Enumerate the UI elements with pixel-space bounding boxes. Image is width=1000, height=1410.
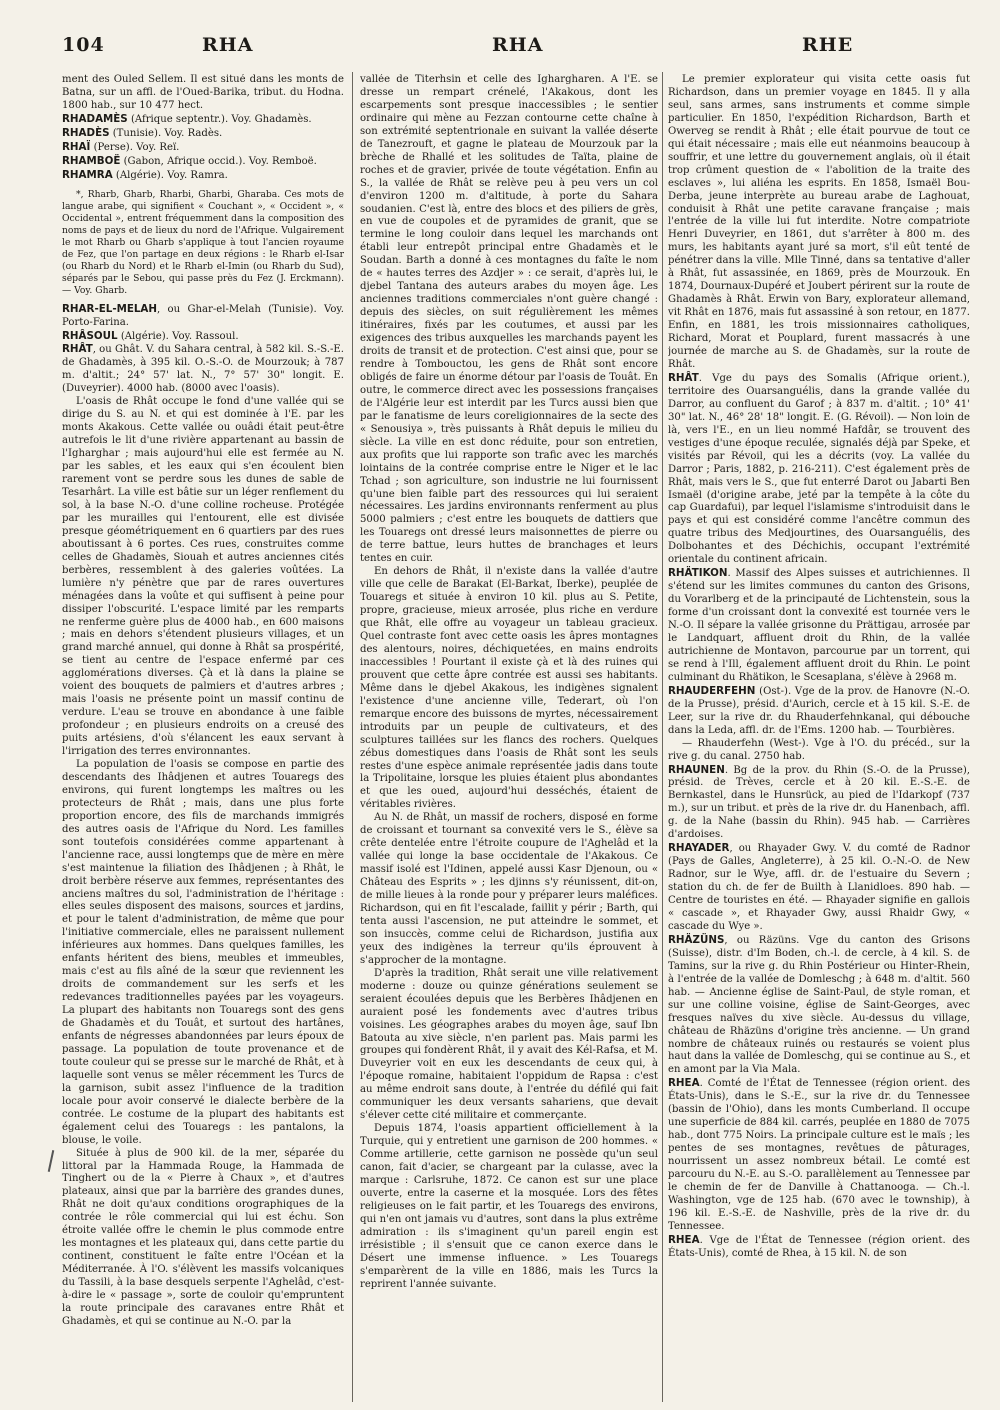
column-rule xyxy=(662,72,663,1402)
entry-headword: RHÄZÜNS xyxy=(668,933,725,946)
dictionary-entry xyxy=(62,141,344,155)
dictionary-entry xyxy=(668,842,970,934)
entry-headword: RHAUDERFEHN xyxy=(668,684,756,697)
entry-text: Située à plus de 900 kil. de la mer, séparée du littoral par la Hammada Rouge, la Hammada de Tinghert ou de la « Pierre à Chaux », et d'autres plateaux, ainsi que par la barrière des grandes dunes, Rhât ne doit qu'aux conditions orographiques de la contrée le rôle commercial qui lui est échu. Son étroite vallée offre le chemin le plus commode entre les montagnes et les plateaux qui, dans cette partie du continent, constituent le faîte entre l'Océan et la Méditerranée. À l'O. s'élèvent les massifs volcaniques du Tassili, à la base desquels serpente l'Aghelâd, c'est-à-dire le « passage », sorte de couloir qu'empruntent la route principale des caravanes entre Rhât et Ghadamès, et qui se continue au N.-O. par la xyxy=(62,1147,344,1327)
dictionary-entry xyxy=(62,113,344,127)
column-rule xyxy=(352,72,353,1402)
entry-headword: RHÂT xyxy=(62,343,93,356)
entry-text: (Gabon, Afrique occid.). Voy. Remboë. xyxy=(120,155,317,167)
entry-text: (Algérie). Voy. Ramra. xyxy=(112,169,228,181)
dictionary-entry xyxy=(62,155,344,169)
entry-text: La population de l'oasis se compose en partie des descendants des Ihâdjenen et autres Touaregs des environs, qui furent longtemps les maîtres ou les protecteurs de Rhât ; mais, dans une plus forte proportion encore, des fils de marchands immigrés des autres oasis de l'Afrique du Nord. Les familles sont toutefois considérées comme appartenant à l'ancienne race, aussi longtemps que de mère en mère s'est maintenue la filiation des Ihâdjenen ; à Rhât, le droit berbère réserve aux femmes, représentantes des anciens maîtres du sol, l'administration de l'héritage : elles seules disposent des maisons, sources et jardins, et pour le talent d'administration, de même que pour l'initiative commerciale, elles ne paraissent nullement inférieures aux hommes. Dans quelques familles, les enfants héritent des biens, meubles et immeubles, mais c'est au fils aîné de la sœur que reviennent les droits de commandement sur les serfs et les redevances traditionnelles payées par les voyageurs. La plupart des habitants non Touaregs sont des gens de Ghadamès et du Touât, et surtout des hartânes, enfants de négresses abandonnées par leurs époux de passage. La population de toute provenance et de toute couleur qui se presse sur le marché de Rhât, et à laquelle sont venus se mêler récemment les Turcs de la garnison, subit assez l'influence de la tradition locale pour avoir conservé le dialecte berbère de la contrée. Le costume de la plupart des habitants est également celui des Touaregs : les pantalons, la blouse, le voile. xyxy=(62,758,344,1146)
column-left xyxy=(62,74,344,1394)
entry-headword: RHAUNEN xyxy=(668,763,725,776)
body-paragraph xyxy=(360,566,658,812)
entry-text: , ou Räzüns. Vge du canton des Grisons (Suisse), distr. d'Im Boden, ch.-l. de cercle, à 4 kil. S. de Tamins, sur la rive g. du Rhin Postérieur ou Hinter-Rhein, à l'entrée de la vallée de Domleschg ; à 648 m. d'altit. 560 hab. — Ancienne église de Saint-Paul, de style roman, et sur une colline voisine, église de Saint-Georges, avec fresques naïves du xive siècle. Au-dessus du village, château de Rhäzüns d'origine très ancienne. — Un grand nombre de châteaux ruinés ou restaurés se voient plus haut dans la vallée de Domleschg, qui se continue au S., et en amont par la Via Mala. xyxy=(668,934,970,1076)
body-paragraph xyxy=(668,738,970,764)
dictionary-entry xyxy=(668,685,970,738)
entry-text: . Vge du pays des Somalis (Afrique orient.), territoire des Ouarsanguélis, dans la grande vallée du Darror, au confluent du Garof ; à 837 m. d'altit. ; 10° 41' 30" lat. N., 46° 28' 18" longit. E. (G. Révoil). — Non loin de là, vers l'E., en un lieu nommé Hafdâr, se trouvent des vestiges d'une époque reculée, signalés déjà par Speke, et visités par Révoil, qui les a décrits (voy. La vallée du Darror ; Paris, 1882, p. 216-211). C'est également près de Rhât, mais vers le S., que fut enterré Darot ou Jabarti Ben Ismaël (d'origine arabe, jeté par la tempête à la côte du cap Guardafui), par lequel l'islamisme s'introduisit dans le pays et qui est considéré comme l'ancêtre commun des quatre tribus des Medjourtines, des Ouarsanguélis, des Dolbohantes et des Déchichis, occupant l'extrémité orientale du continent africain. xyxy=(668,372,970,566)
entry-headword: RHAMBOË xyxy=(62,154,121,167)
entry-text: (Algérie). Voy. Rassoul. xyxy=(117,330,239,342)
entry-text: , ou Ghât. V. du Sahara central, à 582 kil. S.-S.-E. de Ghadamès, à 395 kil. O.-S.-O. de Mourzouk; à 787 m. d'altit.; 24° 57' lat. N., 7° 57' 30" longit. E. (Duveyrier). 4000 hab. (8000 avec l'oasis). xyxy=(62,344,344,395)
entry-text: (Afrique septentr.). Voy. Ghadamès. xyxy=(127,113,312,125)
dictionary-entry xyxy=(668,934,970,1077)
entry-text: . Vge de l'État de Tennessee (région orient. des États-Unis), comté de Rhea, à 15 kil. N. de son xyxy=(668,1234,970,1259)
entry-text: En dehors de Rhât, il n'existe dans la vallée d'autre ville que celle de Barakat (El-Barkat, Iberke), peuplée de Touaregs et située à environ 10 kil. plus au S. Petite, propre, gracieuse, mieux arrosée, plus riche en verdure que Rhât, elle offre au voyageur un tableau gracieux. Quel contraste font avec cette oasis les âpres montagnes des alentours, noires, déchiquetées, en mains endroits inaccessibles ! Pourtant il existe çà et là des ruines qui prouvent que cette âpre contrée est aussi ses habitants. Même dans le djebel Akakous, les indigènes signalent l'existence d'une ancienne ville, Tederart, où l'on remarque encore des buissons de myrtes, nécessairement introduits par un peuple de cultivateurs, et des sculptures taillées sur les flancs des rochers. Quelques zébus domestiques dans l'oasis de Rhât sont les seuls restes d'une espèce animale représentée jadis dans toute la Tripolitaine, lorsque les pluies étaient plus abondantes et que les oued, aujourd'hui desséchés, étaient de véritables rivières. xyxy=(360,566,658,811)
entry-headword: RHÂT xyxy=(668,371,699,384)
entry-headword: RHAMRA xyxy=(62,168,113,181)
entry-headword: RHEA xyxy=(668,1233,700,1246)
entry-text: — Rhauderfehn (West-). Vge à l'O. du précéd., sur la rive g. du canal. 2750 hab. xyxy=(668,737,970,762)
body-paragraph xyxy=(360,968,658,1123)
margin-pencil-mark xyxy=(48,1150,55,1172)
entry-text: ment des Ouled Sellem. Il est situé dans les monts de Batna, sur un affl. de l'Oued-Barika, tribut. du Hodna. 1800 hab., sur 10 477 hect. xyxy=(62,74,344,111)
entry-text: Au N. de Rhât, un massif de rochers, disposé en forme de croissant et tournant sa convexité vers le S., élève sa crête dentelée entre l'étroite coupure de l'Aghelâd et la vallée qui longe la base occidentale de l'Akakous. Ce massif isolé est l'Idinen, appelé aussi Kasr Djenoun, ou « Château des Esprits » ; les djinns s'y réunissent, dit-on, de mille lieues à la ronde pour y préparer leurs maléfices. Richardson, qui en fit l'escalade, faillit y périr ; Barth, qui tenta aussi l'ascension, ne put atteindre le sommet, et son insuccès, comme celui de Richardson, justifia aux yeux des indigènes la terreur qu'ils éprouvent à s'approcher de la montagne. xyxy=(360,812,658,966)
entry-text: . Bg de la prov. du Rhin (S.-O. de la Prusse), présid. de Trèves, cercle et à 20 kil. E.-S.-E. de Bernkastel, dans le Hunsrück, au pied de l'Idarkopf (737 m.), sur un tribut. et près de la rive dr. du Hanenbach, affl. g. de la Nahe (bassin du Rhin). 945 hab. — Carrières d'ardoises. xyxy=(668,764,970,841)
body-paragraph xyxy=(62,189,344,297)
entry-headword: RHÄTIKON xyxy=(668,567,728,580)
body-paragraph xyxy=(62,396,344,759)
entry-headword: RHAÏ xyxy=(62,140,91,153)
dictionary-entry xyxy=(62,330,344,344)
entry-text: D'après la tradition, Rhât serait une ville relativement moderne : douze ou quinze générations seulement se seraient écoulées depuis que les Berbères Ihâdjenen en auraient posé les fondements avec d'autres tribus voisines. Les géographes arabes du moyen âge, sauf Ibn Batouta au xive siècle, n'en parlent pas. Mais parmi les groupes qui fondèrent Rhât, il y avait des Kél-Rafsa, et M. Duveyrier voit en eux les descendants de ceux qui, à l'époque romaine, habitaient l'oppidum de Rapsa : c'est au même endroit sans doute, à l'entrée du défilé qui fait communiquer les deux versants sahariens, que devait s'élever cette cité militaire et commerçante. xyxy=(360,967,658,1122)
entry-text: L'oasis de Rhât occupe le fond d'une vallée qui se dirige du S. au N. et qui est dominée à l'E. par les monts Akakous. Cette vallée ou ouâdi était peut-être autrefois le lit d'une rivière appartenant au bassin de l'Igharghar ; mais aujourd'hui elle est fermée au N. par les sables, et les eaux qui s'en écoulent bien rarement vont se perdre sous les dunes de sable de Tesarhârt. La ville est bâtie sur un léger renflement du sol, à la base N.-O. d'une colline rocheuse. Protégée par les murailles qui l'entourent, elle est divisée presque géométriquement en 6 quartiers par des rues aboutissant à 6 portes. Ces rues, construites comme celles de Ghadamès, Siouah et autres anciennes cités berbères, ressemblent à des galeries voûtées. La lumière n'y pénètre que par de rares ouvertures ménagées dans la voûte et qui suffisent à peine pour dissiper l'obscurité. L'espace limité par les remparts ne renferme guère plus de 4000 hab., en 600 maisons ; mais en dehors s'étendent plusieurs villages, et un grand marché annuel, qui donne à Rhât sa prospérité, se tient au centre de l'espace enfermé par ces agglomérations diverses. Çà et là dans la plaine se voient des bouquets de palmiers et d'autres arbres ; mais l'oasis ne présente point un massif continu de verdure. L'eau se trouve en abondance à une faible profondeur ; en plusieurs endroits on a creusé des puits artésiens, d'où s'élancent les eaux servant à l'irrigation des terres environnantes. xyxy=(62,396,344,758)
body-paragraph xyxy=(360,74,658,566)
entry-headword: RHAR-EL-MELAH xyxy=(62,302,158,315)
column-right xyxy=(668,74,970,1394)
entry-headword: RHADÈS xyxy=(62,126,110,139)
entry-headword: RHADAMÈS xyxy=(62,112,128,125)
entry-text: (Tunisie). Voy. Radès. xyxy=(109,127,223,139)
entry-headword: RHAYADER xyxy=(668,842,730,855)
dictionary-entry xyxy=(62,169,344,183)
entry-text: *, Rharb, Gharb, Rharbi, Gharbi, Gharaba. Ces mots de langue arabe, qui signifient « Couchant », « Occident », « Occidental », entrent fréquemment dans la composition des noms de pays et de lieux du nord de l'Afrique. Vulgairement le mot Rharb ou Gharb s'applique à tout l'ancien royaume de Fez, que l'on partage en deux régions : le Rharb el-Isar (ou Rharb du Nord) et le Rharb el-Imin (ou Rharb du Sud), séparés par le Sebou, qui passe près du Fez (J. Erckmann). — Voy. Gharb. xyxy=(62,188,344,296)
dictionary-entry xyxy=(668,372,970,567)
dictionary-entry xyxy=(668,567,970,685)
body-paragraph xyxy=(360,1123,658,1291)
body-paragraph xyxy=(62,74,344,113)
page-number: 104 xyxy=(62,34,105,56)
entry-text: vallée de Titerhsin et celle des Ighargharen. À l'E. se dresse un rempart crénelé, l'Akakous, dont les escarpements sont presque inaccessibles ; le sentier ordinaire qui mène au Fezzan contourne cette chaîne à son extrémité septentrionale en suivant la vallée déserte de Tanezrouft, et gagne le plateau de Mourzouk par la brèche de Rhallé et les solitudes de Taïta, plaine de roches et de gravier, privée de toute végétation. Enfin au S., la vallée de Rhât se relève peu à peu vers un col d'environ 1200 m. d'altitude, à porte du Sahara soudanien. C'est là, entre des blocs et des piliers de grès, en vue de coupoles et de pyramides de granit, que se termine le long couloir dans lequel les marchands ont établi leur entrepôt principal entre Ghadamès et le Soudan. Barth a donné à ces montagnes du faîte le nom de « hautes terres des Azdjer » : ce serait, d'après lui, le djebel Tantana des auteurs arabes du moyen âge. Les anciennes traditions commerciales n'ont guère changé : depuis des siècles, on suit régulièrement les mêmes itinéraires, fixés par les coutumes, et aussi par les exigences des tribus auxquelles les marchands payent les droits de transit et de protection. C'est ainsi que, pour se rendre à Tombouctou, les gens de Rhât sont encore obligés de faire un énorme détour par l'oasis de Touât. En outre, le commerce direct avec les possessions françaises de l'Algérie leur est interdit par les Turcs aussi bien que par le fanatisme de leurs coreligionnaires de la secte des « Senousiya », très puissants à Rhât depuis le milieu du siècle. La ville en est donc réduite, pour son entretien, aux profits que lui rapporte son trafic avec les marchés lointains de la contrée comprise entre le Niger et le lac Tchad ; son agriculture, son industrie ne lui fournissent qu'une bien faible part des ressources qui lui seraient nécessaires. Les jardins environnants renferment au plus 5000 palmiers ; c'est entre les bouquets de dattiers que les Touaregs ont dressé leurs maisonnettes de pierre ou de terre battue, leurs huttes de branchages et leurs tentes en cuir. xyxy=(360,74,658,565)
page-header xyxy=(62,34,982,68)
entry-text: (Ost-). Vge de la prov. de Hanovre (N.-O. de la Prusse), présid. d'Aurich, cercle et à 15 kil. S.-E. de Leer, sur la rive dr. du Rhauderfehnkanal, qui débouche dans la Leda, affl. dr. de l'Ems. 1200 hab. — Tourbières. xyxy=(668,685,970,736)
entry-text: Depuis 1874, l'oasis appartient officiellement à la Turquie, qui y entretient une garnison de 200 hommes. « Comme artillerie, cette garnison ne possède qu'un seul canon, fait d'acier, se chargeant par la culasse, avec la marque : Carlsruhe, 1872. Ce canon est sur une place ouverte, entre la caserne et la mosquée. Lors des fêtes religieuses on le fait partir, et les Touaregs des environs, qui n'en ont jamais vu d'autres, sont dans la plus extrême admiration : ils s'imaginent qu'un pareil engin est irrésistible ; il s'ensuit que ce canon exerce dans le Désert une immense influence. » Les Touaregs s'emparèrent de la ville en 1886, mais les Turcs la reprirent l'année suivante. xyxy=(360,1123,658,1290)
entry-headword: RHEA xyxy=(668,1077,700,1090)
entry-text: (Perse). Voy. Reï. xyxy=(90,141,180,153)
body-paragraph xyxy=(62,1148,344,1329)
entry-text: , ou Rhayader Gwy. V. du comté de Radnor (Pays de Galles, Angleterre), à 25 kil. O.-N.-O. de New Radnor, sur le Wye, affl. dr. de l'estuaire du Severn ; station du ch. de fer de Builth à Llanidloes. 890 hab. — Centre de touristes en été. — Rhayader signifie en gallois « cascade », et Rhayader Gwy, aussi Rhaidr Gwy, « cascade du Wye ». xyxy=(668,843,970,932)
dictionary-entry xyxy=(62,343,344,396)
entry-text: . Massif des Alpes suisses et autrichiennes. Il s'étend sur les limites communes du canton des Grisons, du Vorarlberg et de la principauté de Lichtenstein, sous la forme d'un croissant dont la convexité est tournée vers le N.-O. Il sépare la vallée grisonne du Prättigau, arrosée par le Landquart, affluent droit du Rhin, de la vallée autrichienne de Montavon, parcourue par un torrent, qui se rend à l'Ill, également affluent droit du Rhin. Le point culminant du Rhätikon, le Scesaplana, s'élève à 2968 m. xyxy=(668,568,970,683)
entry-headword: RHÂSOUL xyxy=(62,329,118,342)
dictionary-entry xyxy=(62,303,344,330)
dictionary-entry xyxy=(668,1077,970,1233)
running-head-right: RHE xyxy=(802,34,854,56)
entry-text: , ou Ghar-el-Melah (Tunisie). Voy. Porto-Farina. xyxy=(62,303,344,328)
column-middle xyxy=(360,74,658,1394)
body-paragraph xyxy=(360,812,658,967)
entry-text: . Comté de l'État de Tennessee (région orient. des États-Unis), dans le S.-E., sur la rive dr. du Tennessee (bassin de l'Ohio), dans les monts Cumberland. Il occupe une superficie de 884 kil. carrés, peuplée en 1880 de 7075 hab., dont 775 Noirs. La principale culture est le maïs ; les pentes de ses montagnes, revêtues de pâturages, nourrissent un assez nombreux bétail. Le comté est parcouru du N.-E. au S.-O. parallèlement au Tennessee par le chemin de fer de Danville à Chattanooga. — Ch.-l. Washington, vge de 125 hab. (670 avec le township), à 196 kil. E.-S.-E. de Nashville, près de la rive dr. du Tennessee. xyxy=(668,1078,970,1232)
running-head-center: RHA xyxy=(492,34,544,56)
dictionary-entry xyxy=(668,764,970,843)
body-paragraph xyxy=(62,759,344,1148)
dictionary-entry xyxy=(62,127,344,141)
running-head-left: RHA xyxy=(202,34,254,56)
entry-text: Le premier explorateur qui visita cette oasis fut Richardson, dans un premier voyage en 1845. Il y alla seul, sans armes, sans instruments et comme simple particulier. En 1850, l'expédition Richardson, Barth et Owerveg se rendit à Rhât ; elle était pourvue de tout ce qui était nécessaire ; mais elle eut néanmoins beaucoup à souffrir, et une lettre du gouvernement anglais, où il était trop crûment question de « l'abolition de la traite des esclaves », lui aliéna les esprits. En 1858, Ismaël Bou-Derba, jeune interprète au bureau arabe de Laghouat, conduisit à Rhât une petite caravane française ; mais l'entrée de la ville lui fut interdite. Notre compatriote Henri Duveyrier, en 1861, dut s'arrêter à 800 m. des murs, les habitants ayant juré sa mort, s'il eût tenté de pénétrer dans la ville. Mlle Tinné, dans sa tentative d'aller à Rhât, fut assassinée, en 1869, près de Mourzouk. En 1874, Dournaux-Dupéré et Joubert périrent sur la route de Ghadamès à Rhât. Erwin von Bary, explorateur allemand, vit Rhât en 1876, mais fut assassiné à son retour, en 1877. Enfin, en 1881, les trois missionnaires catholiques, Richard, Morat et Pouplard, furent massacrés à une journée de marche au S. de Ghadamès, sur la route de Rhât. xyxy=(668,74,970,370)
dictionary-entry xyxy=(668,1234,970,1261)
body-paragraph xyxy=(668,74,970,372)
